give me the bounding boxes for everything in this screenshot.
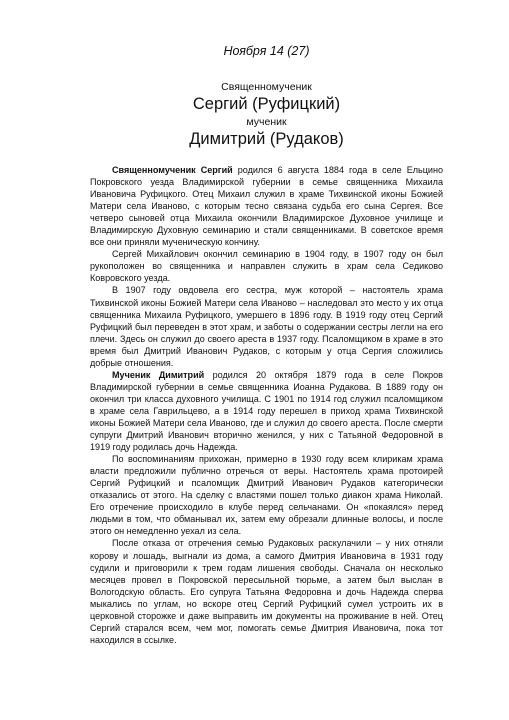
title-name-2: Димитрий (Рудаков) (189, 130, 344, 148)
paragraph-text: родился 20 октября 1879 года в селе Покров Владимирской губернии в семье священника Иоанна Рудакова. В 1889 году он окончил три класса духовного училища. С 1901 по 1914 год служил псаломщиком в храме села Гаврильцево, а в 1914 году перешел в приход храма Тихвинской иконы Божией Матери села Иваново, где и служил до своего ареста. После смерти супруги Дмитрий Иванович вторично женился, у них с Татьяной Федоровной в 1919 году родилась дочь Надежда. (90, 369, 443, 453)
paragraph-text: родился 6 августа 1884 года в селе Ельцино Покровского уезда Владимирской губернии в семье священника Михаила Ивановича Руфицкого. Отец Михаил служил в храме Тихвинской иконы Божией Матери села Иваново, с которым тесно связана судьба его сына Сергея. Все четверо сыновей отца Михаила окончили Владимирское Духовное училище и Владимирскую Духовную семинарию и стали священниками. В советское время все они приняли мученическую кончину. (90, 165, 443, 248)
paragraph-lead: Священномученик Сергий (112, 165, 233, 175)
paragraph-3 (90, 284, 443, 368)
paragraph-5 (90, 453, 443, 537)
title-rank-2: мученик (246, 116, 287, 128)
article-body (90, 164, 443, 646)
title-name-1: Сергий (Руфицкий) (192, 95, 341, 113)
paragraph-1 (90, 164, 443, 248)
paragraph-6 (90, 537, 443, 645)
paragraph-lead: Мученик Димитрий (112, 369, 205, 380)
paragraph-text: По воспоминаниям прихожан, примерно в 1930 году всем клирикам храма власти предложили публично отречься от веры. Настоятель храма протоирей Сергий Руфицкий и псаломщик Дмитрий Иванович Рудаков категорически отказались от этого. На сделку с властями пошел только диакон храма Николай. Его отречение происходило в клубе перед сельчанами. Он «покаялся» перед людьми в том, что обманывал их, затем ему обрезали длинные волосы, и после этого он немедленно уехал из села. (90, 454, 443, 537)
paragraph-2 (90, 248, 443, 284)
feast-date: Ноября 14 (27) (223, 44, 310, 58)
paragraph-text: В 1907 году овдовела его сестра, муж которой – настоятель храма Тихвинской иконы Божией Матери села Иваново – наследовал это место у их отца священника Михаила Руфицкого, умершего в 1896 году. В 1919 году отец Сергий Руфицкий был переведен в этот храм, и заботы о содержании сестры легли на его плечи. Здесь он служил до своего ареста в 1937 году. Псаломщиком в храме в это время был Дмитрий Иванович Рудаков, с которым у отца Сергия сложились добрые отношения. (90, 285, 443, 368)
title-rank-1: Священномученик (221, 81, 312, 93)
paragraph-text: Сергей Михайлович окончил семинарию в 1904 году, в 1907 году он был рукоположен во священника и направлен служить в храм села Седиково Ковровского уезда. (90, 249, 443, 284)
paragraph-text: После отказа от отречения семью Рудаковых раскулачили – у них отняли корову и лошадь, выгнали из дома, а самого Дмитрия Ивановича в 1931 году судили и приговорили к трем годам лишения свободы. Сначала он несколько месяцев провел в Покровской пересыльной тюрьме, а затем был выслан в Вологодскую область. Его супруга Татьяна Федоровна и дочь Надежда сперва мыкались по углам, но вскоре отец Сергий Руфицкий сумел устроить их в церковной сторожке и даже выправить им документы на проживание в ней. Отец Сергий старался всем, чем мог, помогать семье Дмитрия Ивановича, пока тот находился в ссылке. (90, 538, 443, 645)
paragraph-4 (90, 369, 443, 453)
